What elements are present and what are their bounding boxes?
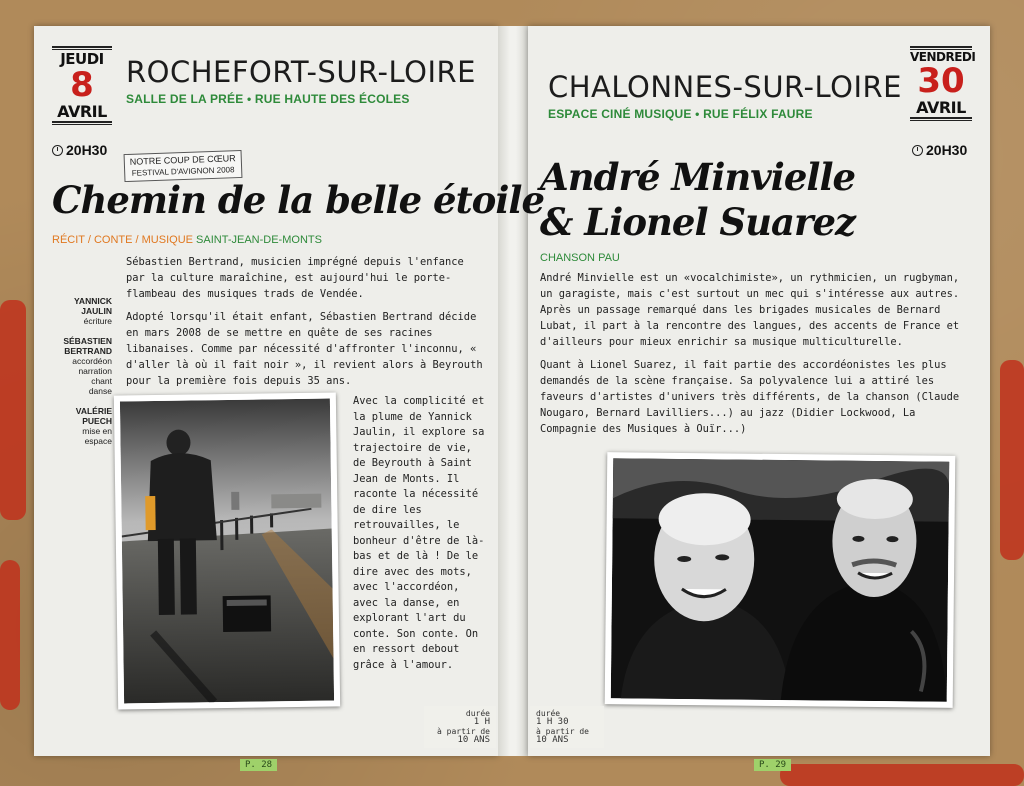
age-value: 10 ANS xyxy=(536,735,569,745)
right-time xyxy=(912,142,967,158)
age-label: à partir de xyxy=(536,727,589,736)
red-paint-stroke xyxy=(0,300,26,520)
credit-entry xyxy=(60,406,112,446)
pier-photo xyxy=(114,392,340,709)
left-city: ROCHEFORT-SUR-LOIRE xyxy=(126,55,476,89)
credit-name: BERTRAND xyxy=(64,346,112,356)
paragraph: Adopté lorsqu'il était enfant, Sébastien Bertrand décide en mars 2008 de se mettre en quête de ses racines libanaises. Comme par nécessité d'affronter l'inconnu, « d'aller là où il fait noir », il revient alors à Beyrouth pour la première fois depuis 35 ans. xyxy=(126,311,483,387)
right-city: CHALONNES-SUR-LOIRE xyxy=(548,70,902,104)
credits xyxy=(60,296,112,446)
paragraph: Quant à Lionel Suarez, il fait partie des accordéonistes les plus demandés de la scène française. Sa polyvalence lui a attiré les faveurs d'artistes d'univers très différents, de la chanson (Claude Nougaro, Bernard Lavilliers...) au jazz (Didier Lockwood, La Compagnie des Musiques à Ouïr...) xyxy=(540,359,960,435)
credit-role: danse xyxy=(88,386,112,396)
genre-origin: PAU xyxy=(598,252,620,264)
right-body-text xyxy=(540,270,976,444)
duration-value: 1 H xyxy=(473,717,490,727)
duration-label: durée xyxy=(465,709,490,718)
paragraph: André Minvielle est un «vocalchimiste», un rythmicien, un rugbyman, un garagiste, mais c'est surtout un mec qui s'intéresse aux autres. Après un passage remarqué dans les brigades musicales de Bernard Lubat, il part à la rencontre des langues, des accents de France et d'ailleurs pour mieux enrichir sa musique multiculturelle. xyxy=(540,272,960,348)
right-genre xyxy=(540,252,620,264)
left-column-text: Avec la complicité et la plume de Yannick Jaulin, il explore sa trajectoire de vie, de Beyrouth à Saint Jean de Monts. Il raconte la nécessité de dire les retrouvailles, le bonheur d'être de là-bas et de là ! De le dire avec des mots, avec l'accordéon, avec la danse, en explorant l'art du conte. Son conte. On en ressort debout grâce à l'amour. xyxy=(353,395,485,671)
credit-entry xyxy=(60,336,112,396)
month: AVRIL xyxy=(57,102,107,121)
left-intro-text xyxy=(126,254,488,396)
left-page-number: P. 28 xyxy=(240,759,277,771)
genre-types: RÉCIT / CONTE / MUSIQUE xyxy=(52,234,193,246)
day-number: 8 xyxy=(70,65,94,105)
age-value: 10 ANS xyxy=(457,735,490,745)
credit-name: PUECH xyxy=(82,416,112,426)
stamp-line: FESTIVAL D'AVIGNON 2008 xyxy=(131,165,235,178)
red-paint-stroke xyxy=(780,764,1024,786)
pier-image xyxy=(120,399,334,704)
left-show-title: Chemin de la belle étoile xyxy=(52,178,544,222)
right-date-block xyxy=(910,46,976,121)
time-label: 20H30 xyxy=(66,142,108,158)
credit-role: accordéon xyxy=(72,356,112,366)
right-page-number: P. 29 xyxy=(754,759,791,771)
right-venue: ESPACE CINÉ MUSIQUE • RUE FÉLIX FAURE xyxy=(548,107,813,121)
book-gutter xyxy=(498,26,528,756)
musicians-image xyxy=(611,458,949,702)
age-label: à partir de xyxy=(437,727,490,736)
divider xyxy=(910,117,972,121)
day-number: 30 xyxy=(917,61,965,101)
duration-label: durée xyxy=(536,709,561,718)
right-show-title-line2: & Lionel Suarez xyxy=(540,200,856,244)
red-paint-stroke xyxy=(1000,360,1024,560)
duration-value: 1 H 30 xyxy=(536,717,569,727)
credit-name: VALÉRIE xyxy=(75,406,112,416)
right-duration-tag xyxy=(530,706,604,748)
credit-role: chant xyxy=(91,376,112,386)
left-venue: SALLE DE LA PRÉE • RUE HAUTE DES ÉCOLES xyxy=(126,92,410,106)
credit-role: mise en xyxy=(82,426,112,436)
genre-types: CHANSON xyxy=(540,252,596,264)
left-time xyxy=(52,142,107,158)
clock-icon xyxy=(912,145,923,156)
left-duration-tag xyxy=(424,706,496,748)
left-date-block xyxy=(52,46,112,125)
divider xyxy=(52,121,112,125)
credit-name: SÉBASTIEN xyxy=(63,336,112,346)
left-genre xyxy=(52,234,322,246)
weekday: VENDREDI xyxy=(910,50,976,64)
right-show-title-line1: André Minvielle xyxy=(540,155,856,199)
credit-name: JAULIN xyxy=(81,306,112,316)
credit-name: YANNICK xyxy=(74,296,112,306)
credit-entry xyxy=(60,296,112,326)
red-paint-stroke xyxy=(0,560,20,710)
month: AVRIL xyxy=(916,98,966,117)
credit-role: écriture xyxy=(83,316,112,326)
credit-role: espace xyxy=(84,436,112,446)
paragraph: Sébastien Bertrand, musicien imprégné depuis l'enfance par la culture maraîchine, est aujourd'hui le porte-flambeau des musiques trads de Vendée. xyxy=(126,256,464,300)
musicians-photo xyxy=(605,452,956,708)
weekday: JEUDI xyxy=(60,50,104,68)
time-label: 20H30 xyxy=(926,142,968,158)
credit-role: narration xyxy=(78,366,112,376)
clock-icon xyxy=(52,145,63,156)
genre-origin: SAINT-JEAN-DE-MONTS xyxy=(196,234,322,246)
stamp-line: NOTRE COUP DE CŒUR xyxy=(129,153,236,167)
